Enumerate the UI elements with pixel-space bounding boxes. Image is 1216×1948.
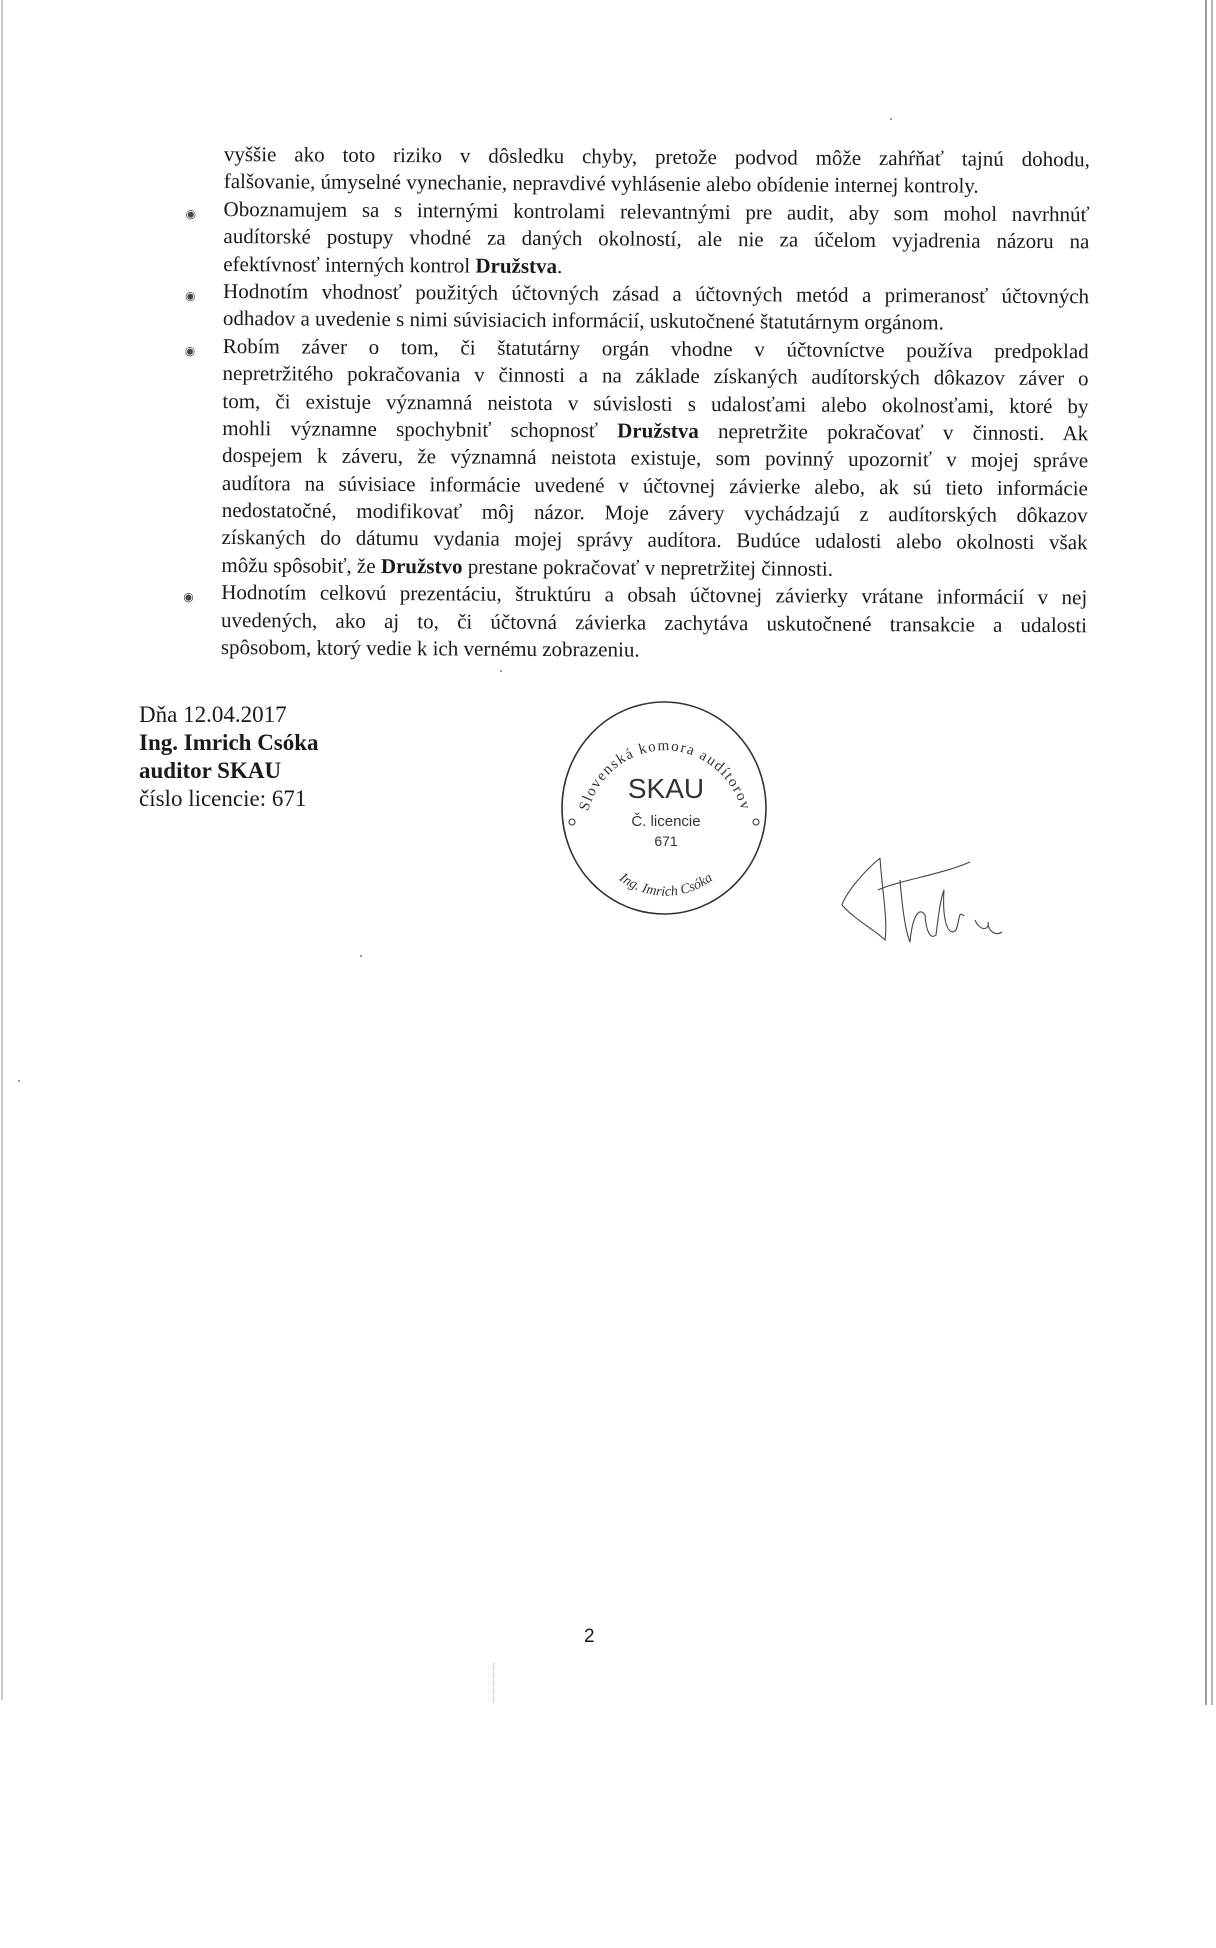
scan-speck (18, 1080, 20, 1082)
text-segment: audítora na súvisiace informácie uvedené v účtovnej závierke alebo, ak sú tieto informácie (221, 470, 1088, 500)
stamp-license-label: Č. licencie (631, 813, 701, 830)
circle-bullet-icon: ◉ (183, 590, 194, 605)
text-segment: prestane pokračovať v nepretržitej činnosti. (462, 554, 834, 581)
text-segment: môžu spôsobiť, že (221, 552, 381, 578)
document-body (183, 141, 1090, 667)
text-segment: Hodnotím celkovú prezentáciu, štruktúru a obsah účtovnej závierky vrátane informácií v nej (221, 580, 1088, 610)
text-segment: Robím záver o tom, či štatutárny orgán vhodne v účtovníctve používa predpoklad (222, 333, 1089, 364)
scan-speck (890, 118, 892, 120)
handwritten-signature (840, 850, 1020, 950)
text-segment: uvedených, ako aj to, či účtovná závierka zachytáva uskutočnené transakcie a udalosti (221, 607, 1088, 637)
license-number: číslo licencie: 671 (139, 786, 307, 811)
scan-edge-left (1, 0, 3, 1700)
stamp-bottom-text: Ing. Imrich Csóka (616, 870, 716, 900)
paragraph (184, 333, 1089, 585)
text-segment: . (556, 253, 563, 278)
text-segment: nepretržite pokračovať v činnosti. Ak (698, 418, 1089, 446)
scan-edge-right (1205, 0, 1207, 1705)
stamp-top-text: Slovenská komora audítorov (576, 738, 754, 813)
scan-speck (500, 670, 502, 672)
date: Dňa 12.04.2017 (139, 702, 287, 727)
text-segment: spôsobom, ktorý vedie k ich vernému zobrazeniu. (220, 635, 640, 662)
stamp-center: SKAU (627, 773, 705, 804)
text-segment: vyššie ako toto riziko v dôsledku chyby, pretože podvod môže zahŕňať tajnú dohodu, (223, 141, 1090, 172)
paragraph (185, 278, 1090, 338)
paragraph (224, 141, 1090, 201)
signature-block (139, 701, 319, 813)
text-segment: efektívnosť interných kontrol (223, 251, 476, 278)
paragraph (185, 196, 1090, 283)
text-segment: tom, či existuje významná neistota v súvislosti s udalosťami alebo okolnosťami, ktoré by (222, 388, 1089, 418)
scan-edge-right-inner (1211, 0, 1213, 1705)
text-segment: odhadov a uvedenie s nimi súvisiacich informácií, uskutočnené štatutárnym orgánom. (222, 306, 945, 335)
text-segment: mohli významne spochybniť schopnosť (222, 415, 618, 443)
auditor-name: Ing. Imrich Csóka (139, 730, 319, 755)
text-segment: dospejem k záveru, že významná neistota existuje, som povinný upozorniť v mojej správe (222, 443, 1089, 473)
text-segment: Hodnotím vhodnosť použitých účtovných zásad a účtovných metód a primeranosť účtovných (223, 278, 1090, 309)
text-line (221, 634, 1087, 667)
bold-text: Družstvo (380, 553, 463, 579)
page-number: 2 (584, 1626, 595, 1647)
text-segment: falšovanie, úmyselné vynechanie, nepravdivé vyhlásenie alebo obídenie internej kontroly. (223, 169, 979, 199)
bold-text: Družstva (475, 253, 558, 278)
auditor-role: auditor SKAU (139, 758, 282, 783)
circle-bullet-icon: ◉ (185, 206, 197, 221)
text-segment: nepretržitého pokračovania v činnosti a na základe získaných audítorských dôkazov záver o (222, 361, 1089, 391)
text-segment: nedostatočné, modifikovať môj názor. Moje závery vychádzajú z audítorských dôkazov (221, 498, 1088, 528)
circle-bullet-icon: ◉ (184, 343, 196, 358)
stamp-dot-icon (753, 819, 759, 825)
auditor-stamp (556, 696, 776, 918)
bold-text: Družstva (617, 418, 699, 443)
text-segment: Oboznamujem sa s internými kontrolami relevantnými pre audit, aby som mohol navrhnúť (223, 196, 1090, 227)
scan-dotted-line (493, 1663, 494, 1703)
paragraph (183, 579, 1088, 666)
svg-text:Ing. Imrich Csóka (616, 870, 716, 900)
text-segment: získaných do dátumu vydania mojej správy audítora. Budúce udalosti alebo okolnosti však (221, 525, 1088, 555)
text-segment: audítorské postupy vhodné za daných okolností, ale nie za účelom vyjadrenia názoru na (223, 224, 1090, 254)
circle-bullet-icon: ◉ (185, 288, 196, 303)
scan-speck (360, 955, 362, 957)
stamp-license-number: 671 (654, 833, 678, 849)
stamp-dot-icon (569, 819, 575, 825)
